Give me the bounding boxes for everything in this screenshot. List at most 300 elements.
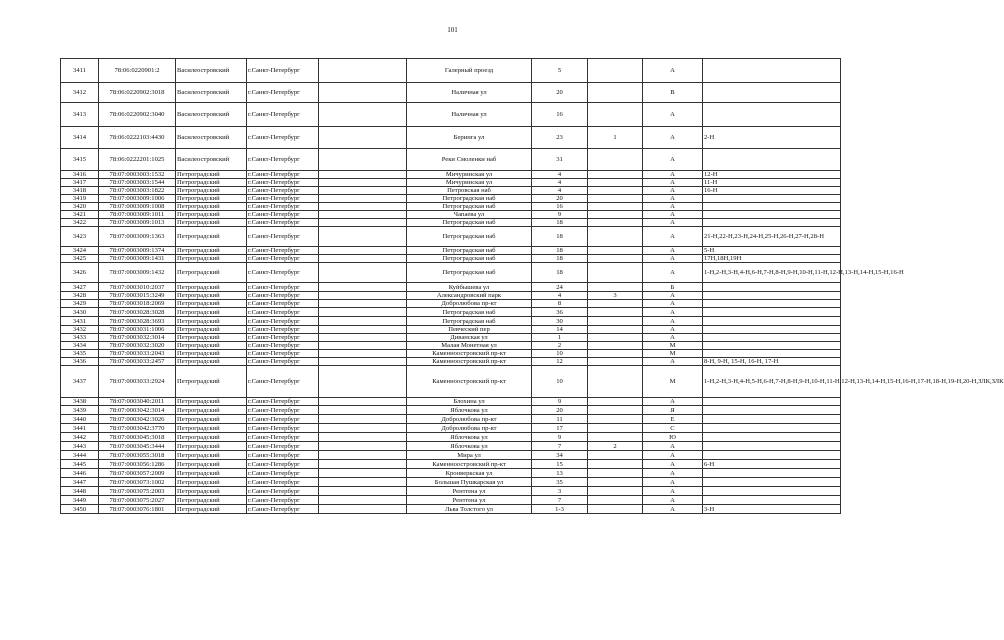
house-number-cell: 20 bbox=[532, 406, 588, 415]
street-cell: Большая Пушкарская ул bbox=[407, 478, 532, 487]
table-row bbox=[61, 219, 841, 227]
premises-cell bbox=[703, 211, 841, 219]
house-number-cell: 14 bbox=[532, 326, 588, 334]
city-cell: г.Санкт-Петербург bbox=[247, 366, 319, 398]
city-cell: г.Санкт-Петербург bbox=[247, 326, 319, 334]
street-cell: Мичуринская ул bbox=[407, 179, 532, 187]
district-cell: Петроградский bbox=[176, 195, 247, 203]
row-number-cell: 3418 bbox=[61, 187, 99, 195]
premises-cell bbox=[703, 283, 841, 292]
city-cell: г.Санкт-Петербург bbox=[247, 358, 319, 366]
table-row bbox=[61, 317, 841, 326]
litera-cell: А bbox=[643, 203, 703, 211]
premises-cell bbox=[703, 334, 841, 342]
house-number-cell: 4 bbox=[532, 292, 588, 300]
building-number-cell bbox=[588, 83, 643, 103]
street-cell: Петроградская наб bbox=[407, 219, 532, 227]
house-number-cell: 10 bbox=[532, 366, 588, 398]
row-number-cell: 3433 bbox=[61, 334, 99, 342]
district-cell: Василеостровский bbox=[176, 103, 247, 127]
table-row bbox=[61, 203, 841, 211]
cadastral-number-cell: 78:07:0003032:3020 bbox=[99, 342, 176, 350]
premises-cell bbox=[703, 424, 841, 433]
premises-cell: 8-Н, 9-Н, 15-Н, 16-Н, 17-Н bbox=[703, 358, 841, 366]
table-row bbox=[61, 195, 841, 203]
litera-cell: А bbox=[643, 478, 703, 487]
table-row bbox=[61, 406, 841, 415]
cadastral-number-cell: 78:07:0003028:3028 bbox=[99, 308, 176, 317]
premises-cell: 1-Н,2-Н,3-Н,4-Н,5-Н,6-Н,7-Н,8-Н,9-Н,10-Н,11-Н,12-Н,13-Н,14-Н,15-Н,16-Н,17-Н,18-Н,19-Н,20-Н,ЗЛК,ЗЛК bbox=[703, 366, 841, 398]
premises-cell: 21-Н,22-Н,23-Н,24-Н,25-Н,26-Н,27-Н,28-Н bbox=[703, 227, 841, 247]
empty-cell-cell bbox=[319, 366, 407, 398]
row-number-cell: 3444 bbox=[61, 451, 99, 460]
district-cell: Петроградский bbox=[176, 308, 247, 317]
city-cell: г.Санкт-Петербург bbox=[247, 451, 319, 460]
premises-cell bbox=[703, 326, 841, 334]
cadastral-number-cell: 78:07:0003009:1006 bbox=[99, 195, 176, 203]
litera-cell: А bbox=[643, 300, 703, 308]
table-row bbox=[61, 127, 841, 149]
street-cell: Добролюбова пр-кт bbox=[407, 415, 532, 424]
house-number-cell: 9 bbox=[532, 398, 588, 406]
district-cell: Петроградский bbox=[176, 406, 247, 415]
city-cell: г.Санкт-Петербург bbox=[247, 187, 319, 195]
street-cell: Добролюбова пр-кт bbox=[407, 424, 532, 433]
row-number-cell: 3426 bbox=[61, 263, 99, 283]
house-number-cell: 34 bbox=[532, 451, 588, 460]
district-cell: Василеостровский bbox=[176, 59, 247, 83]
building-number-cell bbox=[588, 460, 643, 469]
street-cell: Льва Толстого ул bbox=[407, 505, 532, 514]
empty-cell-cell bbox=[319, 255, 407, 263]
row-number-cell: 3434 bbox=[61, 342, 99, 350]
table-row bbox=[61, 460, 841, 469]
litera-cell: В bbox=[643, 83, 703, 103]
house-number-cell: 18 bbox=[532, 263, 588, 283]
district-cell: Петроградский bbox=[176, 263, 247, 283]
premises-cell bbox=[703, 406, 841, 415]
table-row bbox=[61, 342, 841, 350]
district-cell: Петроградский bbox=[176, 496, 247, 505]
building-number-cell bbox=[588, 203, 643, 211]
table-row bbox=[61, 227, 841, 247]
empty-cell-cell bbox=[319, 195, 407, 203]
district-cell: Петроградский bbox=[176, 211, 247, 219]
empty-cell-cell bbox=[319, 496, 407, 505]
cadastral-number-cell: 78:07:0003010:2037 bbox=[99, 283, 176, 292]
premises-cell bbox=[703, 451, 841, 460]
litera-cell: А bbox=[643, 149, 703, 171]
premises-cell bbox=[703, 149, 841, 171]
house-number-cell: 4 bbox=[532, 171, 588, 179]
empty-cell-cell bbox=[319, 149, 407, 171]
premises-cell bbox=[703, 469, 841, 478]
premises-cell: 11-Н bbox=[703, 179, 841, 187]
district-cell: Петроградский bbox=[176, 358, 247, 366]
district-cell: Петроградский bbox=[176, 433, 247, 442]
house-number-cell: 16 bbox=[532, 203, 588, 211]
table-row bbox=[61, 247, 841, 255]
house-number-cell: 1-3 bbox=[532, 505, 588, 514]
district-cell: Петроградский bbox=[176, 478, 247, 487]
row-number-cell: 3419 bbox=[61, 195, 99, 203]
premises-cell bbox=[703, 487, 841, 496]
empty-cell-cell bbox=[319, 433, 407, 442]
empty-cell-cell bbox=[319, 227, 407, 247]
empty-cell-cell bbox=[319, 505, 407, 514]
empty-cell-cell bbox=[319, 460, 407, 469]
street-cell: Блохина ул bbox=[407, 398, 532, 406]
premises-cell: 1-Н,2-Н,3-Н,4-Н,6-Н,7-Н,8-Н,9-Н,10-Н,11-Н,12-Н,13-Н,14-Н,15-Н,16-Н bbox=[703, 263, 841, 283]
district-cell: Петроградский bbox=[176, 187, 247, 195]
building-number-cell bbox=[588, 496, 643, 505]
building-number-cell bbox=[588, 334, 643, 342]
empty-cell-cell bbox=[319, 83, 407, 103]
building-number-cell bbox=[588, 263, 643, 283]
cadastral-number-cell: 78:07:0003045:3018 bbox=[99, 433, 176, 442]
district-cell: Петроградский bbox=[176, 219, 247, 227]
city-cell: г.Санкт-Петербург bbox=[247, 227, 319, 247]
district-cell: Петроградский bbox=[176, 505, 247, 514]
building-number-cell bbox=[588, 366, 643, 398]
empty-cell-cell bbox=[319, 342, 407, 350]
building-number-cell bbox=[588, 317, 643, 326]
district-cell: Василеостровский bbox=[176, 127, 247, 149]
city-cell: г.Санкт-Петербург bbox=[247, 127, 319, 149]
table-row bbox=[61, 451, 841, 460]
table-row bbox=[61, 415, 841, 424]
house-number-cell: 13 bbox=[532, 469, 588, 478]
city-cell: г.Санкт-Петербург bbox=[247, 247, 319, 255]
building-number-cell: 3 bbox=[588, 292, 643, 300]
house-number-cell: 15 bbox=[532, 460, 588, 469]
empty-cell-cell bbox=[319, 406, 407, 415]
empty-cell-cell bbox=[319, 398, 407, 406]
row-number-cell: 3430 bbox=[61, 308, 99, 317]
row-number-cell: 3439 bbox=[61, 406, 99, 415]
street-cell: Каменноостровский пр-кт bbox=[407, 350, 532, 358]
litera-cell: Я bbox=[643, 406, 703, 415]
litera-cell: А bbox=[643, 358, 703, 366]
litera-cell: А bbox=[643, 496, 703, 505]
row-number-cell: 3441 bbox=[61, 424, 99, 433]
table-row bbox=[61, 505, 841, 514]
cadastral-number-cell: 78:07:0003045:3444 bbox=[99, 442, 176, 451]
row-number-cell: 3427 bbox=[61, 283, 99, 292]
table-row bbox=[61, 308, 841, 317]
litera-cell: М bbox=[643, 350, 703, 358]
street-cell: Петровская наб bbox=[407, 187, 532, 195]
empty-cell-cell bbox=[319, 283, 407, 292]
street-cell: Каменноостровский пр-кт bbox=[407, 366, 532, 398]
street-cell: Галерный проезд bbox=[407, 59, 532, 83]
row-number-cell: 3445 bbox=[61, 460, 99, 469]
litera-cell: А bbox=[643, 451, 703, 460]
empty-cell-cell bbox=[319, 424, 407, 433]
cadastral-number-cell: 78:06:0222103:4430 bbox=[99, 127, 176, 149]
house-number-cell: 17 bbox=[532, 424, 588, 433]
city-cell: г.Санкт-Петербург bbox=[247, 406, 319, 415]
row-number-cell: 3415 bbox=[61, 149, 99, 171]
table-row bbox=[61, 171, 841, 179]
premises-cell: 3-Н bbox=[703, 505, 841, 514]
house-number-cell: 4 bbox=[532, 187, 588, 195]
premises-cell: 5-Н bbox=[703, 247, 841, 255]
cadastral-number-cell: 78:06:0222201:1025 bbox=[99, 149, 176, 171]
district-cell: Петроградский bbox=[176, 451, 247, 460]
district-cell: Петроградский bbox=[176, 342, 247, 350]
cadastral-number-cell: 78:07:0003009:1008 bbox=[99, 203, 176, 211]
building-number-cell bbox=[588, 342, 643, 350]
district-cell: Петроградский bbox=[176, 283, 247, 292]
building-number-cell bbox=[588, 398, 643, 406]
building-number-cell bbox=[588, 149, 643, 171]
house-number-cell: 36 bbox=[532, 308, 588, 317]
city-cell: г.Санкт-Петербург bbox=[247, 83, 319, 103]
building-number-cell bbox=[588, 406, 643, 415]
house-number-cell: 20 bbox=[532, 83, 588, 103]
house-number-cell: 3 bbox=[532, 487, 588, 496]
litera-cell: А bbox=[643, 317, 703, 326]
city-cell: г.Санкт-Петербург bbox=[247, 496, 319, 505]
house-number-cell: 9 bbox=[532, 211, 588, 219]
city-cell: г.Санкт-Петербург bbox=[247, 283, 319, 292]
litera-cell: А bbox=[643, 334, 703, 342]
street-cell: Каменноостровский пр-кт bbox=[407, 358, 532, 366]
premises-cell bbox=[703, 292, 841, 300]
district-cell: Петроградский bbox=[176, 171, 247, 179]
premises-cell bbox=[703, 308, 841, 317]
premises-cell bbox=[703, 415, 841, 424]
city-cell: г.Санкт-Петербург bbox=[247, 350, 319, 358]
city-cell: г.Санкт-Петербург bbox=[247, 179, 319, 187]
city-cell: г.Санкт-Петербург bbox=[247, 469, 319, 478]
house-number-cell: 18 bbox=[532, 219, 588, 227]
district-cell: Петроградский bbox=[176, 366, 247, 398]
street-cell: Наличная ул bbox=[407, 83, 532, 103]
cadastral-number-cell: 78:07:0003031:1006 bbox=[99, 326, 176, 334]
house-number-cell: 5 bbox=[532, 59, 588, 83]
house-number-cell: 8 bbox=[532, 300, 588, 308]
empty-cell-cell bbox=[319, 317, 407, 326]
cadastral-number-cell: 78:07:0003076:1801 bbox=[99, 505, 176, 514]
district-cell: Петроградский bbox=[176, 292, 247, 300]
cadastral-number-cell: 78:07:0003003:1822 bbox=[99, 187, 176, 195]
table-row bbox=[61, 187, 841, 195]
litera-cell: М bbox=[643, 342, 703, 350]
row-number-cell: 3431 bbox=[61, 317, 99, 326]
premises-cell bbox=[703, 342, 841, 350]
litera-cell: С bbox=[643, 424, 703, 433]
empty-cell-cell bbox=[319, 171, 407, 179]
house-number-cell: 31 bbox=[532, 149, 588, 171]
premises-cell bbox=[703, 83, 841, 103]
row-number-cell: 3449 bbox=[61, 496, 99, 505]
city-cell: г.Санкт-Петербург bbox=[247, 59, 319, 83]
table-row bbox=[61, 350, 841, 358]
row-number-cell: 3414 bbox=[61, 127, 99, 149]
building-number-cell bbox=[588, 179, 643, 187]
table-row bbox=[61, 326, 841, 334]
district-cell: Петроградский bbox=[176, 442, 247, 451]
premises-cell bbox=[703, 350, 841, 358]
premises-cell: 17Н,18Н,19Н bbox=[703, 255, 841, 263]
house-number-cell: 35 bbox=[532, 478, 588, 487]
street-cell: Чапаева ул bbox=[407, 211, 532, 219]
table-row bbox=[61, 469, 841, 478]
premises-cell bbox=[703, 103, 841, 127]
row-number-cell: 3424 bbox=[61, 247, 99, 255]
litera-cell: А bbox=[643, 263, 703, 283]
street-cell: Петроградская наб bbox=[407, 203, 532, 211]
cadastral-number-cell: 78:07:0003018:2069 bbox=[99, 300, 176, 308]
litera-cell: А bbox=[643, 398, 703, 406]
row-number-cell: 3442 bbox=[61, 433, 99, 442]
district-cell: Петроградский bbox=[176, 247, 247, 255]
row-number-cell: 3438 bbox=[61, 398, 99, 406]
litera-cell: А bbox=[643, 179, 703, 187]
street-cell: Мичуринская ул bbox=[407, 171, 532, 179]
cadastral-number-cell: 78:07:0003009:1374 bbox=[99, 247, 176, 255]
row-number-cell: 3421 bbox=[61, 211, 99, 219]
empty-cell-cell bbox=[319, 247, 407, 255]
house-number-cell: 1 bbox=[532, 334, 588, 342]
street-cell: Рентгена ул bbox=[407, 496, 532, 505]
cadastral-number-cell: 78:07:0003003:1532 bbox=[99, 171, 176, 179]
cadastral-number-cell: 78:07:0003033:2924 bbox=[99, 366, 176, 398]
cadastral-number-cell: 78:07:0003009:1363 bbox=[99, 227, 176, 247]
table-row bbox=[61, 255, 841, 263]
city-cell: г.Санкт-Петербург bbox=[247, 505, 319, 514]
table-row bbox=[61, 334, 841, 342]
house-number-cell: 24 bbox=[532, 283, 588, 292]
row-number-cell: 3432 bbox=[61, 326, 99, 334]
street-cell: Рентгена ул bbox=[407, 487, 532, 496]
table-row bbox=[61, 59, 841, 83]
street-cell: Яблочкова ул bbox=[407, 433, 532, 442]
city-cell: г.Санкт-Петербург bbox=[247, 300, 319, 308]
empty-cell-cell bbox=[319, 187, 407, 195]
litera-cell: А bbox=[643, 127, 703, 149]
premises-cell bbox=[703, 478, 841, 487]
table-row bbox=[61, 366, 841, 398]
row-number-cell: 3435 bbox=[61, 350, 99, 358]
row-number-cell: 3413 bbox=[61, 103, 99, 127]
row-number-cell: 3446 bbox=[61, 469, 99, 478]
premises-cell bbox=[703, 433, 841, 442]
litera-cell: Ю bbox=[643, 433, 703, 442]
house-number-cell: 20 bbox=[532, 195, 588, 203]
building-number-cell bbox=[588, 103, 643, 127]
litera-cell: А bbox=[643, 469, 703, 478]
row-number-cell: 3447 bbox=[61, 478, 99, 487]
table-row bbox=[61, 263, 841, 283]
district-cell: Петроградский bbox=[176, 487, 247, 496]
row-number-cell: 3420 bbox=[61, 203, 99, 211]
building-number-cell bbox=[588, 350, 643, 358]
building-number-cell bbox=[588, 478, 643, 487]
cadastral-number-cell: 78:07:0003033:2457 bbox=[99, 358, 176, 366]
building-number-cell bbox=[588, 211, 643, 219]
district-cell: Петроградский bbox=[176, 460, 247, 469]
table-row bbox=[61, 149, 841, 171]
building-number-cell bbox=[588, 308, 643, 317]
cadastral-number-cell: 78:07:0003057:2009 bbox=[99, 469, 176, 478]
district-cell: Петроградский bbox=[176, 415, 247, 424]
district-cell: Петроградский bbox=[176, 255, 247, 263]
cadastral-number-cell: 78:07:0003042:3026 bbox=[99, 415, 176, 424]
empty-cell-cell bbox=[319, 203, 407, 211]
table-row bbox=[61, 283, 841, 292]
table-row bbox=[61, 487, 841, 496]
table-row bbox=[61, 292, 841, 300]
house-number-cell: 7 bbox=[532, 496, 588, 505]
row-number-cell: 3437 bbox=[61, 366, 99, 398]
empty-cell-cell bbox=[319, 350, 407, 358]
premises-cell: 2-Н bbox=[703, 127, 841, 149]
litera-cell: А bbox=[643, 442, 703, 451]
table-row bbox=[61, 478, 841, 487]
building-number-cell bbox=[588, 300, 643, 308]
litera-cell: Е bbox=[643, 415, 703, 424]
district-cell: Петроградский bbox=[176, 317, 247, 326]
litera-cell: А bbox=[643, 247, 703, 255]
row-number-cell: 3450 bbox=[61, 505, 99, 514]
house-number-cell: 23 bbox=[532, 127, 588, 149]
street-cell: Александровский парк bbox=[407, 292, 532, 300]
street-cell: Беринга ул bbox=[407, 127, 532, 149]
building-number-cell bbox=[588, 451, 643, 460]
table-row bbox=[61, 442, 841, 451]
city-cell: г.Санкт-Петербург bbox=[247, 255, 319, 263]
street-cell: Петроградская наб bbox=[407, 317, 532, 326]
cadastral-number-cell: 78:06:0220902:3040 bbox=[99, 103, 176, 127]
cadastral-number-cell: 78:07:0003075:2027 bbox=[99, 496, 176, 505]
empty-cell-cell bbox=[319, 59, 407, 83]
cadastral-number-cell: 78:07:0003042:3014 bbox=[99, 406, 176, 415]
district-cell: Петроградский bbox=[176, 326, 247, 334]
city-cell: г.Санкт-Петербург bbox=[247, 203, 319, 211]
premises-cell bbox=[703, 59, 841, 83]
house-number-cell: 16 bbox=[532, 103, 588, 127]
cadastral-number-cell: 78:07:0003073:1002 bbox=[99, 478, 176, 487]
house-number-cell: 30 bbox=[532, 317, 588, 326]
city-cell: г.Санкт-Петербург bbox=[247, 292, 319, 300]
empty-cell-cell bbox=[319, 263, 407, 283]
city-cell: г.Санкт-Петербург bbox=[247, 415, 319, 424]
building-number-cell bbox=[588, 195, 643, 203]
row-number-cell: 3428 bbox=[61, 292, 99, 300]
street-cell: Каменноостровский пр-кт bbox=[407, 460, 532, 469]
street-cell: Петроградская наб bbox=[407, 195, 532, 203]
house-number-cell: 18 bbox=[532, 227, 588, 247]
cadastral-number-cell: 78:07:0003015:3249 bbox=[99, 292, 176, 300]
building-number-cell bbox=[588, 255, 643, 263]
district-cell: Василеостровский bbox=[176, 149, 247, 171]
building-number-cell: 2 bbox=[588, 442, 643, 451]
empty-cell-cell bbox=[319, 300, 407, 308]
table-row bbox=[61, 496, 841, 505]
cadastral-number-cell: 78:07:0003009:1432 bbox=[99, 263, 176, 283]
table-row bbox=[61, 433, 841, 442]
litera-cell: А bbox=[643, 255, 703, 263]
litera-cell: А bbox=[643, 227, 703, 247]
empty-cell-cell bbox=[319, 308, 407, 317]
cadastral-number-cell: 78:07:0003056:1286 bbox=[99, 460, 176, 469]
empty-cell-cell bbox=[319, 487, 407, 496]
premises-cell bbox=[703, 317, 841, 326]
row-number-cell: 3443 bbox=[61, 442, 99, 451]
